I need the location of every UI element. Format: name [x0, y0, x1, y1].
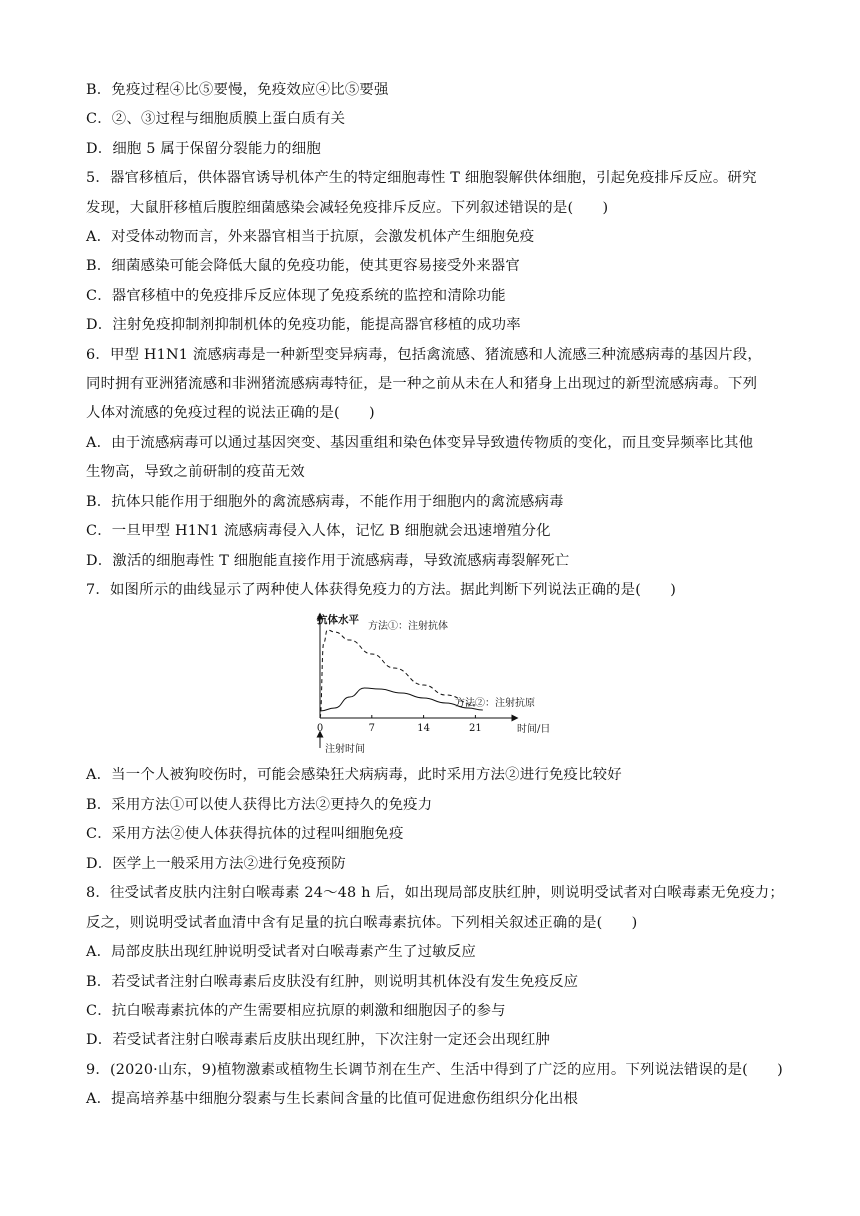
text-line: A．当一个人被狗咬伤时，可能会感染狂犬病病毒，此时采用方法②进行免疫比较好: [86, 767, 622, 783]
text-line: C．采用方法②使人体获得抗体的过程叫细胞免疫: [86, 826, 404, 842]
text-line: B．细菌感染可能会降低大鼠的免疫功能，使其更容易接受外来器官: [86, 258, 520, 274]
text-line: A．局部皮肤出现红肿说明受试者对白喉毒素产生了过敏反应: [86, 944, 476, 960]
text-line: D．医学上一般采用方法②进行免疫预防: [86, 856, 346, 872]
text-line: 8．往受试者皮肤内注射白喉毒素 24～48 h 后，如出现局部皮肤红肿，则说明受试者对白喉毒素无免疫力；: [86, 885, 784, 901]
text-line: A．由于流感病毒可以通过基因突变、基因重组和染色体变异导致遗传物质的变化，而且变异频率比其他: [86, 435, 754, 451]
text-line: C．抗白喉毒素抗体的产生需要相应抗原的刺激和细胞因子的参与: [86, 1003, 506, 1019]
text-line: D．激活的细胞毒性 T 细胞能直接作用于流感病毒，导致流感病毒裂解死亡: [86, 553, 570, 569]
text-line: B．若受试者注射白喉毒素后皮肤没有红肿，则说明其机体没有发生免疫反应: [86, 974, 579, 990]
text-line: D．若受试者注射白喉毒素后皮肤出现红肿，下次注射一定还会出现红肿: [86, 1032, 551, 1048]
series-line-method-1: [320, 630, 475, 718]
text-line: C．器官移植中的免疫排斥反应体现了免疫系统的监控和清除功能: [86, 288, 506, 304]
text-line: 发现，大鼠肝移植后腹腔细菌感染会减轻免疫排斥反应。下列叙述错误的是( ): [86, 200, 609, 216]
series-label-method-2: 方法②：注射抗原: [455, 698, 535, 709]
x-tick-label: 7: [368, 723, 375, 734]
injection-time-label: 注射时间: [325, 744, 365, 755]
text-line: B．抗体只能作用于细胞外的禽流感病毒，不能作用于细胞内的禽流感病毒: [86, 494, 564, 510]
text-line: 6．甲型 H1N1 流感病毒是一种新型变异病毒，包括禽流感、猪流感和人流感三种流感病毒的基因片段，: [86, 347, 762, 363]
antibody-level-figure: [300, 610, 560, 760]
text-line: 9．(2020·山东，9)植物激素或植物生长调节剂在生产、生活中得到了广泛的应用。下列说法错误的是( ): [86, 1062, 783, 1078]
text-line: 5．器官移植后，供体器官诱导机体产生的特定细胞毒性 T 细胞裂解供体细胞，引起免疫排斥反应。研究: [86, 170, 757, 186]
x-axis-label: 时间/日: [517, 724, 551, 735]
x-tick-label: 14: [417, 723, 430, 734]
text-line: D．注射免疫抑制剂抑制机体的免疫功能，能提高器官移植的成功率: [86, 317, 521, 333]
text-line: C．一旦甲型 H1N1 流感病毒侵入人体，记忆 B 细胞就会迅速增殖分化: [86, 523, 551, 539]
text-line: 同时拥有亚洲猪流感和非洲猪流感病毒特征，是一种之前从未在人和猪身上出现过的新型流感病毒。下列: [86, 376, 758, 392]
text-line: B．采用方法①可以使人获得比方法②更持久的免疫力: [86, 797, 433, 813]
x-tick-label: 0: [316, 723, 324, 734]
text-line: B．免疫过程④比⑤要慢，免疫效应④比⑤要强: [86, 82, 389, 98]
text-line: 人体对流感的免疫过程的说法正确的是( ): [86, 405, 375, 421]
text-line: A．提高培养基中细胞分裂素与生长素间含量的比值可促进愈伤组织分化出根: [86, 1091, 579, 1107]
text-line: 反之，则说明受试者血清中含有足量的抗白喉毒素抗体。下列相关叙述正确的是( ): [86, 915, 638, 931]
text-line: 生物高，导致之前研制的疫苗无效: [86, 464, 305, 480]
text-line: 7．如图所示的曲线显示了两种使人体获得免疫力的方法。据此判断下列说法正确的是( ): [86, 582, 677, 598]
series-label-method-1: 方法①：注射抗体: [368, 621, 448, 632]
antibody-level-chart: [300, 610, 560, 760]
y-axis-label: 抗体水平: [317, 614, 359, 626]
text-line: C．②、③过程与细胞质膜上蛋白质有关: [86, 111, 346, 127]
text-line: D．细胞 5 属于保留分裂能力的细胞: [86, 141, 321, 157]
text-line: A．对受体动物而言，外来器官相当于抗原，会激发机体产生细胞免疫: [86, 229, 535, 245]
x-tick-label: 21: [469, 723, 482, 734]
